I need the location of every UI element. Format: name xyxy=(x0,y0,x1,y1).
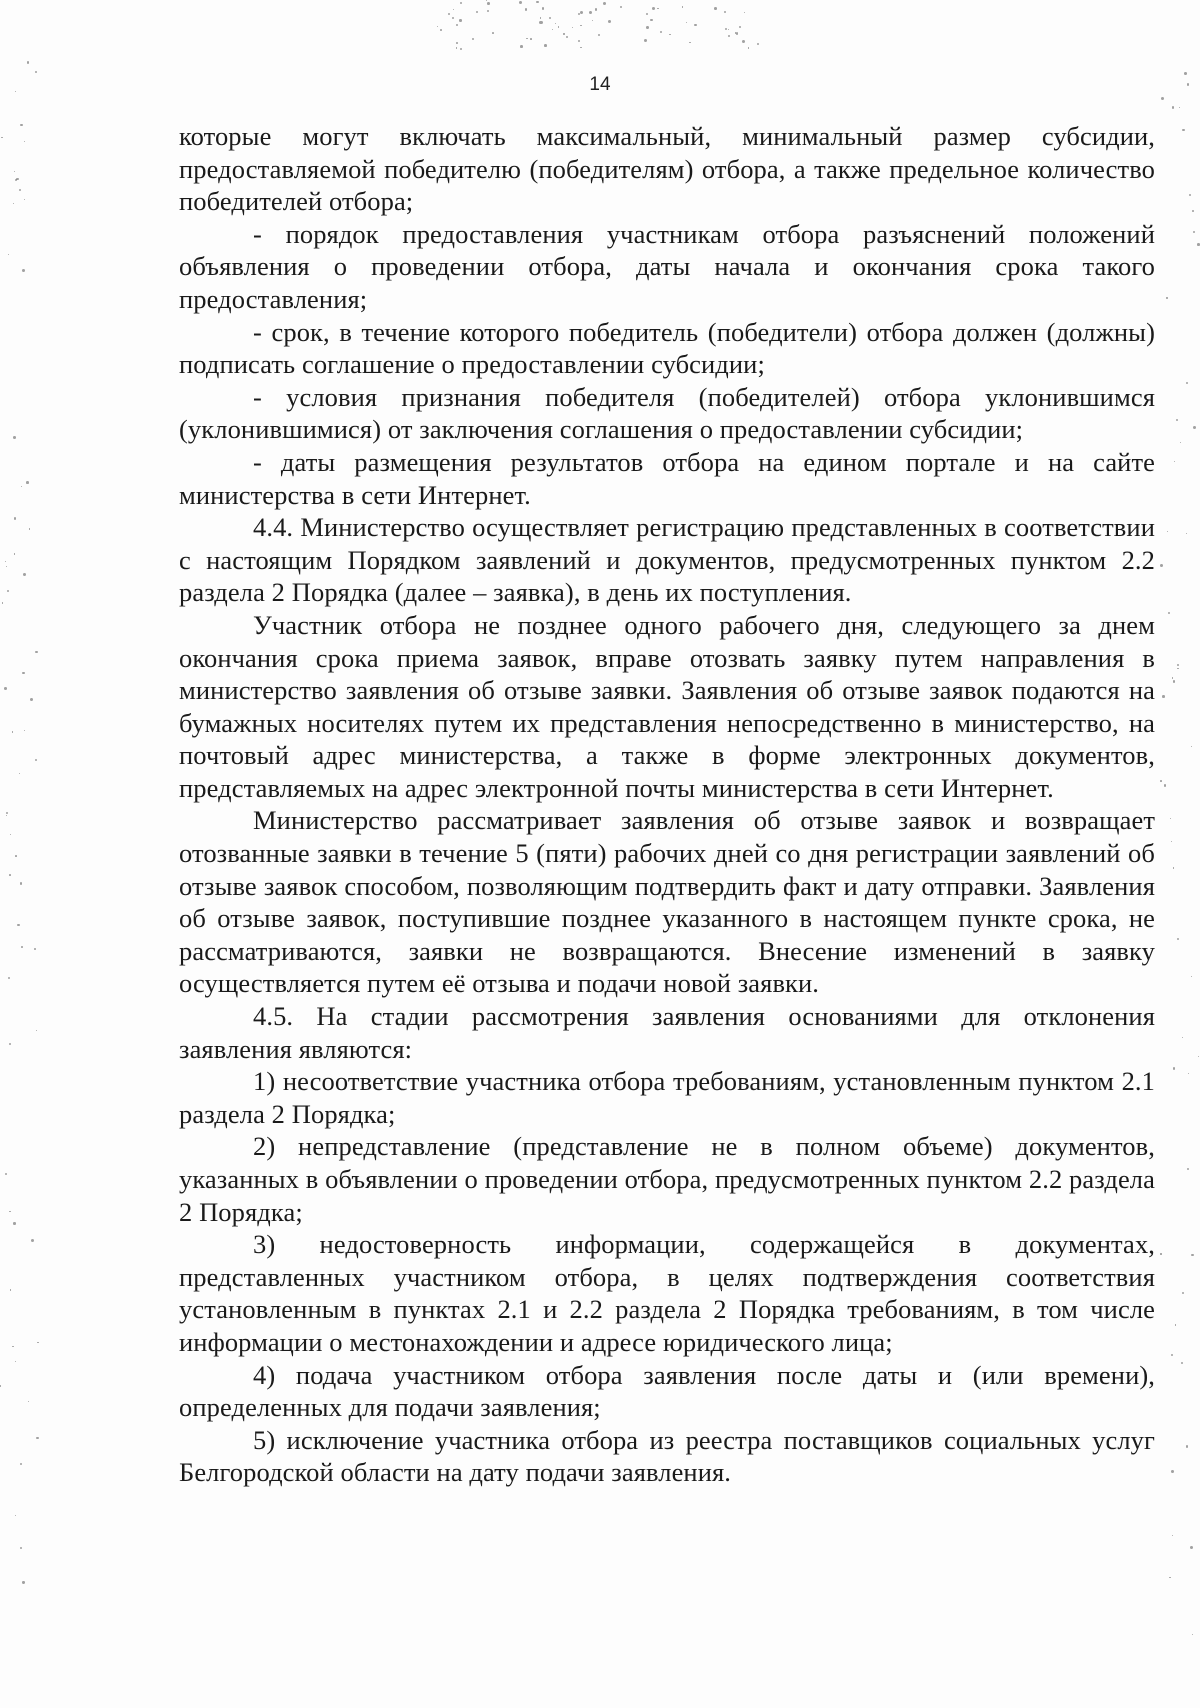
scan-speck xyxy=(460,48,462,50)
scan-speck xyxy=(530,38,532,40)
scan-speck xyxy=(456,24,458,26)
scan-speck xyxy=(1177,664,1179,666)
scan-speck xyxy=(1192,210,1194,212)
scan-noise-left xyxy=(0,40,40,1640)
rejection-ground-3: 3) недостоверность информации, содержащейся в документах, представленных участником отбора, в целях подтверждения соответствия установленным в пунктах 2.1 и 2.2 раздела 2 Порядка требованиям, в том числе информации о местонахождении и адресе юридического лица; xyxy=(179,1229,1155,1357)
scan-speck xyxy=(9,1043,11,1045)
scan-speck xyxy=(520,45,523,48)
clause-4-5: 4.5. На стадии рассмотрения заявления основаниями для отклонения заявления являются: xyxy=(179,1001,1155,1064)
scan-speck xyxy=(657,8,659,10)
paragraph-continuation: которые могут включать максимальный, минимальный размер субсидии, предоставляемой победителю (победителям) отбора, а также предельное количество победителей отбора; xyxy=(179,121,1155,217)
scan-speck xyxy=(652,7,655,10)
scan-speck xyxy=(1181,1362,1183,1364)
scan-speck xyxy=(1174,461,1175,462)
scan-speck xyxy=(572,27,573,28)
rejection-ground-5: 5) исключение участника отбора из реестра поставщиков социальных услуг Белгородской области на дату подачи заявления. xyxy=(179,1424,1155,1488)
scan-speck xyxy=(22,1581,24,1583)
scan-speck xyxy=(448,13,450,15)
scan-speck xyxy=(525,8,527,10)
scan-speck xyxy=(1182,129,1184,131)
scan-speck xyxy=(1161,97,1164,100)
scan-speck xyxy=(598,34,600,36)
list-item-results-dates: - даты размещения результатов отбора на едином портале и на сайте министерства в сети Интернет. xyxy=(179,446,1155,510)
scan-speck xyxy=(35,759,38,762)
scan-speck xyxy=(1187,1168,1189,1170)
scan-noise-top xyxy=(430,0,770,50)
scan-speck xyxy=(5,561,6,562)
scan-speck xyxy=(456,42,458,44)
scan-speck xyxy=(21,486,22,487)
scan-speck xyxy=(1193,231,1195,233)
scan-speck xyxy=(558,26,560,28)
scan-speck xyxy=(460,2,462,4)
scan-speck xyxy=(36,1030,37,1031)
scan-speck xyxy=(17,924,19,926)
scan-speck xyxy=(7,590,10,593)
scan-speck xyxy=(2,602,3,603)
scan-speck xyxy=(19,189,21,191)
scan-speck xyxy=(592,20,593,21)
scan-speck xyxy=(1182,1037,1183,1038)
scan-speck xyxy=(544,44,547,47)
list-item-signing-deadline: - срок, в течение которого победитель (победители) отбора должен (должны) подписать соглашение о предоставлении субсидии; xyxy=(179,316,1155,380)
scan-speck xyxy=(15,1515,16,1516)
scan-speck xyxy=(1164,784,1166,786)
scan-speck xyxy=(15,1361,16,1362)
scan-speck xyxy=(1192,1634,1194,1636)
scan-speck xyxy=(1180,442,1181,443)
scan-speck xyxy=(1160,1253,1161,1254)
scan-noise-right xyxy=(1160,60,1200,1660)
scan-speck xyxy=(608,20,611,23)
scan-speck xyxy=(589,11,592,14)
scan-speck xyxy=(542,7,544,9)
scan-speck xyxy=(19,773,20,774)
scan-speck xyxy=(492,32,494,34)
scan-speck xyxy=(8,254,9,255)
scan-speck xyxy=(724,11,726,13)
scan-speck xyxy=(1162,695,1165,698)
scan-speck xyxy=(31,1239,34,1242)
scan-speck xyxy=(26,481,29,484)
scan-speck xyxy=(14,517,16,519)
scan-speck xyxy=(9,874,11,876)
scan-speck xyxy=(1191,1254,1194,1257)
scan-speck xyxy=(552,29,553,30)
scan-speck xyxy=(578,40,580,42)
scan-speck xyxy=(1177,938,1179,940)
scan-speck xyxy=(12,731,13,732)
scan-speck xyxy=(22,672,25,675)
scan-speck xyxy=(689,42,691,44)
page-number: 14 xyxy=(589,74,611,95)
scan-speck xyxy=(437,26,438,27)
paragraph-withdrawal: Участник отбора не позднее одного рабочего дня, следующего за днем окончания срока приема заявок, вправе отозвать заявку путем направления в министерство заявления об отзыве заявки. Заявления об отзыве заявок подаются на бумажных носителях путем их представления непосредственно в министерство, на почтовый адрес министерства, а также в форме электронных документов, представляемых на адрес электронной почты министерства в сети Интернет. xyxy=(179,609,1155,803)
scan-speck xyxy=(14,553,16,555)
scan-speck xyxy=(20,124,22,126)
scan-speck xyxy=(10,834,11,835)
scan-speck xyxy=(1191,746,1192,747)
scan-speck xyxy=(6,566,7,567)
scan-speck xyxy=(1172,677,1173,678)
scan-speck xyxy=(1160,564,1163,567)
scan-speck xyxy=(714,7,717,10)
scan-speck xyxy=(37,1342,39,1344)
scan-speck xyxy=(1167,531,1168,532)
scan-speck xyxy=(757,43,759,45)
scan-speck xyxy=(28,1401,29,1402)
scan-speck xyxy=(30,698,33,701)
scan-speck xyxy=(1175,1324,1177,1326)
scan-speck xyxy=(603,2,606,5)
scan-speck xyxy=(1186,533,1187,534)
scan-speck xyxy=(452,17,454,19)
scan-speck xyxy=(580,47,581,48)
scan-speck xyxy=(539,21,542,24)
scan-speck xyxy=(1173,1067,1175,1069)
scan-speck xyxy=(472,38,474,40)
scan-speck xyxy=(519,1,522,4)
scan-speck xyxy=(1171,1354,1173,1356)
scan-speck xyxy=(646,13,649,16)
clause-4-4: 4.4. Министерство осуществляет регистрацию представленных в соответствии с настоящим Порядком заявлений и документов, предусмотренных пунктом 2.2 раздела 2 Порядка (далее – заявка), в день их поступления. xyxy=(179,512,1155,608)
scan-speck xyxy=(742,40,745,43)
scan-speck xyxy=(487,10,489,12)
scan-speck xyxy=(736,32,738,34)
scan-speck xyxy=(27,61,29,63)
scan-speck xyxy=(6,812,8,814)
scan-speck xyxy=(744,12,745,13)
scan-speck xyxy=(0,1385,1,1386)
scan-speck xyxy=(644,39,647,42)
scan-speck xyxy=(456,47,458,49)
scan-speck xyxy=(1166,297,1167,298)
scan-speck xyxy=(1170,818,1171,819)
scan-speck xyxy=(555,23,556,24)
scan-speck xyxy=(686,22,687,23)
scan-speck xyxy=(24,199,25,200)
scan-speck xyxy=(24,141,26,143)
scan-speck xyxy=(476,11,478,13)
scan-speck xyxy=(526,38,528,40)
scan-speck xyxy=(1191,976,1192,977)
scan-speck xyxy=(728,29,729,30)
scan-speck xyxy=(34,948,36,950)
scan-speck xyxy=(694,24,697,27)
scan-speck xyxy=(453,9,454,10)
scan-speck xyxy=(35,651,38,654)
scan-speck xyxy=(4,687,7,690)
paragraph-withdrawal-review: Министерство рассматривает заявления об отзыве заявок и возвращает отозванные заявки в течение 5 (пяти) рабочих дней со дня регистрации заявлений об отзыве заявок способом, позволяющим подтвердить факт и дату отправки. Заявления об отзыве заявок, поступившие позднее указанного в настоящем пункте срока, не рассматриваются, заявки не возвращаются. Внесение изменений в заявку осуществляется путем её отзыва и подачи новой заявки. xyxy=(179,805,1155,999)
scan-speck xyxy=(22,269,25,272)
scan-speck xyxy=(1182,1292,1185,1295)
scan-speck xyxy=(1189,194,1191,196)
scan-speck xyxy=(15,855,17,857)
scan-speck xyxy=(440,29,442,31)
scan-speck xyxy=(580,25,582,27)
scan-speck xyxy=(566,36,568,38)
scan-speck xyxy=(646,26,649,29)
scan-speck xyxy=(1173,867,1174,868)
scan-speck xyxy=(682,6,684,8)
scan-speck xyxy=(10,1289,12,1291)
scan-speck xyxy=(13,1222,15,1224)
scan-speck xyxy=(540,17,541,18)
scan-speck xyxy=(16,178,19,181)
scan-speck xyxy=(20,1547,22,1549)
scan-speck xyxy=(5,1173,7,1175)
scan-speck xyxy=(459,19,461,21)
scan-speck xyxy=(20,1463,22,1465)
scan-speck xyxy=(20,882,22,884)
scan-speck xyxy=(1171,1470,1174,1473)
scan-speck xyxy=(24,730,26,732)
scan-speck xyxy=(8,977,10,979)
scan-speck xyxy=(660,31,662,33)
scan-speck xyxy=(580,11,583,14)
scan-speck xyxy=(1198,1056,1199,1057)
scan-speck xyxy=(1186,382,1189,385)
scan-speck xyxy=(1179,107,1180,108)
scan-speck xyxy=(1168,612,1171,615)
scan-speck xyxy=(21,946,23,948)
scan-speck xyxy=(1169,1577,1170,1578)
scan-speck xyxy=(1160,780,1162,782)
scan-speck xyxy=(1177,668,1178,669)
scan-speck xyxy=(748,47,749,48)
scan-speck xyxy=(1,137,3,139)
scan-speck xyxy=(1190,1546,1193,1549)
scan-speck xyxy=(35,71,37,73)
scan-speck xyxy=(13,203,14,204)
scan-speck xyxy=(1188,1073,1189,1074)
scan-speck xyxy=(1173,680,1176,683)
scan-speck xyxy=(12,1346,14,1348)
scan-speck xyxy=(13,436,16,439)
list-item-clarifications: - порядок предоставления участникам отбора разъяснений положений объявления о проведении отбора, даты начала и окончания срока такого предоставления; xyxy=(179,218,1155,314)
scan-speck xyxy=(1193,426,1196,429)
scan-speck xyxy=(1186,1445,1189,1448)
scan-speck xyxy=(14,171,15,172)
scan-speck xyxy=(549,17,552,20)
scan-speck xyxy=(536,1,538,3)
list-item-evasion-conditions: - условия признания победителя (победителей) отбора уклонившимся (уклонившимися) от заключения соглашения о предоставлении субсидии; xyxy=(179,381,1155,445)
rejection-ground-2: 2) непредставление (представление не в полном объеме) документов, указанных в объявлении о проведении отбора, предусмотренных пунктом 2.2 раздела 2 Порядка; xyxy=(179,1131,1155,1227)
scan-speck xyxy=(29,528,30,529)
document-body xyxy=(179,120,1155,1489)
scan-speck xyxy=(1172,106,1174,108)
scan-speck xyxy=(669,34,670,35)
scan-speck xyxy=(563,33,564,34)
scan-speck xyxy=(1172,1535,1173,1536)
scan-speck xyxy=(487,2,490,5)
scan-speck xyxy=(6,815,7,816)
scan-speck xyxy=(725,28,727,30)
scan-speck xyxy=(36,1437,38,1439)
scan-speck xyxy=(650,19,652,21)
scan-speck xyxy=(9,1211,11,1213)
rejection-ground-1: 1) несоответствие участника отбора требованиям, установленным пунктом 2.1 раздела 2 Порядка; xyxy=(179,1066,1155,1129)
rejection-ground-4: 4) подача участником отбора заявления после даты и (или времени), определенных для подачи заявления; xyxy=(179,1359,1155,1423)
scan-speck xyxy=(1197,243,1200,246)
scan-speck xyxy=(728,35,730,37)
scan-speck xyxy=(1176,419,1178,421)
scan-speck xyxy=(1171,841,1172,842)
scan-speck xyxy=(23,573,26,576)
scan-speck xyxy=(595,8,597,10)
scan-speck xyxy=(739,26,742,29)
scan-speck xyxy=(620,6,622,8)
